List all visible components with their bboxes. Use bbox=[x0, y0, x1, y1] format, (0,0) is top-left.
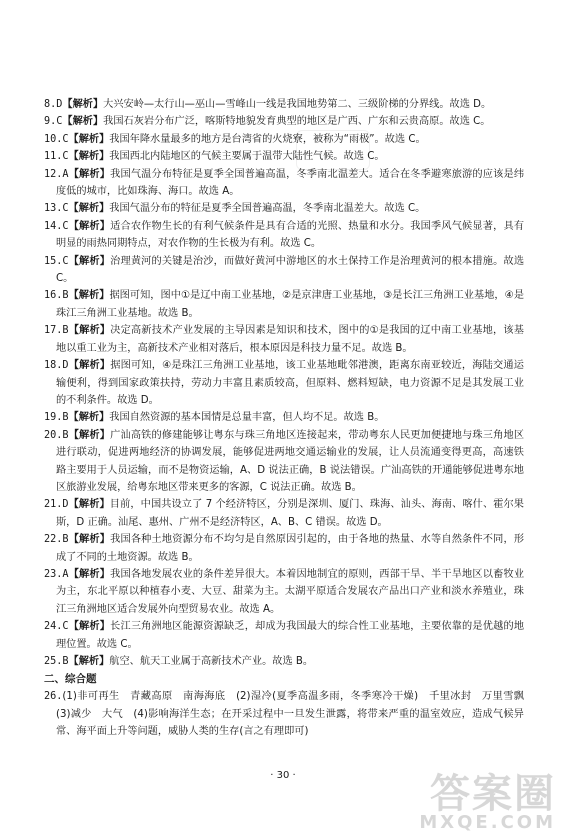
item-text: 治理黄河的关键是治沙，而做好黄河中游地区的水土保持工作是治理黄河的根本措施。故选 C。 bbox=[56, 255, 525, 285]
item-number: 19.B bbox=[44, 412, 69, 424]
answer-item-26 bbox=[44, 688, 535, 740]
item-text: 我国气温分布特征是夏季全国普遍高温，冬季南北温差大。适合在冬季避寒旅游的应该是纬度低的城市，比如珠海、海口。故选 A。 bbox=[56, 168, 525, 198]
item-number: 13.C bbox=[44, 203, 69, 215]
analysis-tag: 【解析】 bbox=[68, 133, 110, 145]
item-text: 适合农作物生长的有利气候条件是具有合适的光照、热量和水分。我国季风气候显著，具有明显的雨热同期特点，对农作物的生长极为有利。故选 C。 bbox=[56, 220, 525, 250]
answer-item bbox=[44, 566, 524, 618]
answer-item bbox=[44, 148, 524, 165]
answer-item bbox=[44, 166, 524, 201]
item-number: 21.D bbox=[44, 499, 69, 511]
answer-page bbox=[44, 96, 535, 741]
answer-list bbox=[44, 96, 524, 670]
item-number: 17.B bbox=[44, 325, 69, 337]
item-number: 26. bbox=[44, 691, 63, 703]
item-text: 据图可知，图中①是辽中南工业基地，②是京津唐工业基地，③是长江三角洲工业基地，④是珠江三角洲工业基地。故选 B。 bbox=[56, 290, 525, 319]
item-text: 决定高新技术产业发展的主导因素是知识和技术，图中的①是我国的辽中南工业基地，该基地以重工业为主，高新技术产业相对落后，根本原因是科技力量不足。故选 B。 bbox=[56, 325, 524, 354]
analysis-tag: 【解析】 bbox=[68, 220, 111, 232]
section-title: 二、综合题 bbox=[44, 673, 97, 686]
answer-item bbox=[44, 96, 524, 113]
analysis-tag: 【解析】 bbox=[68, 168, 111, 180]
analysis-tag: 【解析】 bbox=[68, 621, 111, 633]
analysis-tag: 【解析】 bbox=[68, 325, 111, 337]
answer-item bbox=[44, 427, 524, 497]
item-text: 我国各地发展农业的条件差异很大。本着因地制宜的原则，西部干旱、半干旱地区以畜牧业为主，东北平原以种植春小麦、大豆、甜菜为主。太湖平原适合发展农产品出口产业和淡水养殖业，珠江三角洲地区适合发展外向型贸易农业。故选 A。 bbox=[56, 568, 525, 615]
item-text: 目前，中国共设立了 7 个经济特区，分别是深圳、厦门、珠海、汕头、海南、喀什、霍尔果斯，D 正确。汕尾、惠州、广州不是经济特区，A、B、C 错误。故选 D。 bbox=[56, 499, 524, 528]
item-number: 16.B bbox=[44, 290, 69, 302]
watermark-url: MXQE.COM bbox=[419, 812, 556, 833]
item-number: 18.D bbox=[44, 360, 69, 372]
item-number: 24.C bbox=[44, 621, 69, 633]
item-number: 9.C bbox=[44, 116, 63, 128]
item-text: 据图可知，④是珠江三角洲工业基地，该工业基地毗邻港澳，距离东南亚较近，海陆交通运输便利，得到国家政策扶持，劳动力丰富且素质较高，但原料、燃料短缺，电力资源不足是其发展工业的不利条件。故选 D。 bbox=[56, 360, 524, 406]
analysis-tag: 【解析】 bbox=[62, 99, 104, 110]
analysis-tag: 【解析】 bbox=[68, 568, 111, 580]
watermark-logo bbox=[366, 771, 556, 833]
item-number: 22.B bbox=[44, 534, 69, 546]
item-text: 我国西北内陆地区的气候主要属于温带大陆性气候。故选 C。 bbox=[109, 151, 385, 163]
item-text: 我国各种土地资源分布不均匀是自然原因引起的，由于各地的热量、水等自然条件不同，形成了不同的土地资源。故选 B。 bbox=[56, 534, 525, 563]
item-number: 20.B bbox=[44, 429, 69, 441]
item-number: 8.D bbox=[44, 99, 63, 110]
item-text: 我国石灰岩分布广泛，喀斯特地貌发育典型的地区是广西、广东和云贵高原。故选 C。 bbox=[103, 116, 491, 128]
analysis-tag: 【解析】 bbox=[68, 429, 111, 441]
item-text: 大兴安岭—太行山—巫山—雪峰山一线是我国地势第二、三级阶梯的分界线。故选 D。 bbox=[103, 99, 492, 110]
item-text: 我国自然资源的基本国情是总量丰富，但人均不足。故选 B。 bbox=[109, 412, 385, 424]
analysis-tag: 【解析】 bbox=[68, 534, 111, 546]
item-text: 广汕高铁的修建能够让粤东与珠三角地区连接起来，带动粤东人民更加便捷地与珠三角地区进行联动，促进两地经济的协调发展，能够促进两地交通运输业的发展，让人员流通变得更高，高速铁路主要用于人员运输，而不是物资运输，A、D 说法正确，B 说法错误。广汕高铁的开通能够促进粤东地区旅游业发展，给粤东地区带来更多的客源，C 说法正确。故选 B。 bbox=[56, 429, 525, 493]
answer-item bbox=[44, 531, 524, 566]
analysis-tag: 【解析】 bbox=[62, 116, 104, 128]
answer-item bbox=[44, 618, 524, 653]
answer-item bbox=[44, 357, 524, 409]
item-text: 我国年降水量最多的地方是台湾省的火烧寮，被称为“雨极”。故选 C。 bbox=[109, 133, 426, 145]
answer-item bbox=[44, 131, 524, 148]
answer-item bbox=[44, 287, 524, 322]
item-number: 14.C bbox=[44, 220, 69, 232]
answer-item bbox=[44, 218, 524, 253]
analysis-tag: 【解析】 bbox=[68, 290, 110, 302]
analysis-tag: 【解析】 bbox=[68, 151, 110, 163]
item-text: 长江三角洲地区能源资源缺乏，却成为我国最大的综合性工业基地，主要依靠的是优越的地理位置。故选 C。 bbox=[56, 621, 525, 650]
answer-item bbox=[44, 113, 524, 130]
analysis-tag: 【解析】 bbox=[68, 412, 110, 424]
analysis-tag: 【解析】 bbox=[68, 656, 110, 667]
item-text: 我国气温分布的特征是夏季全国普遍高温，冬季南北温差大。故选 C。 bbox=[109, 203, 426, 215]
item-number: 25.B bbox=[44, 656, 69, 667]
answer-item bbox=[44, 200, 524, 217]
watermark-text: 答案圈 bbox=[430, 771, 556, 817]
answer-item bbox=[44, 653, 524, 670]
item-text: 航空、航天工业属于高新技术产业。故选 B。 bbox=[109, 656, 314, 667]
item-number: 12.A bbox=[44, 168, 69, 180]
item-number: 10.C bbox=[44, 133, 69, 145]
analysis-tag: 【解析】 bbox=[68, 360, 111, 372]
item-number: 15.C bbox=[44, 255, 69, 267]
analysis-tag: 【解析】 bbox=[68, 255, 111, 267]
item-number: 23.A bbox=[44, 568, 69, 580]
answer-item bbox=[44, 322, 524, 357]
answer-item bbox=[44, 496, 524, 531]
page-number: · 30 · bbox=[270, 770, 296, 781]
analysis-tag: 【解析】 bbox=[68, 499, 110, 511]
item-number: 11.C bbox=[44, 151, 69, 163]
answer-item bbox=[44, 253, 524, 288]
answer-item bbox=[44, 409, 524, 426]
analysis-tag: 【解析】 bbox=[68, 203, 110, 215]
item-text: (1)非可再生 青藏高原 南海海底 (2)湿冷(夏季高温多雨，冬季寒冷干燥) 千里冰封 万里雪飘 (3)减少 大气 (4)影响海洋生态；在开采过程中一旦发生泄露，将带来严重的温室效应，造成气候异常、海平面上升等问题，威胁人类的生存(言之有理即可) bbox=[56, 691, 535, 738]
